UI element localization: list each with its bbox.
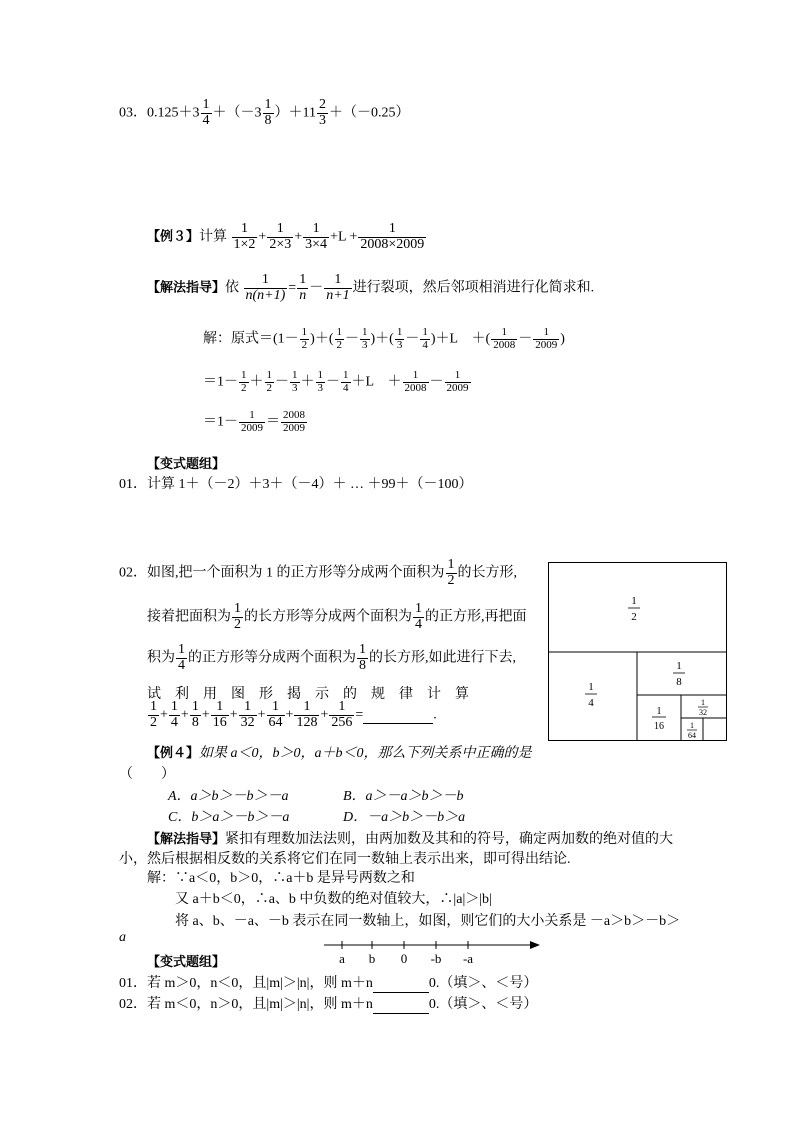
option-a[interactable]: A．a＞b＞－b＞－a bbox=[168, 789, 289, 804]
tick-label: -a bbox=[462, 951, 474, 966]
fraction: $\frac{1}{n(n+1)}$ bbox=[245, 272, 286, 303]
option-b[interactable]: B．a＞－a＞b＞－b bbox=[343, 789, 464, 804]
variation-group-title-2: 【变式题组】 bbox=[147, 955, 226, 970]
problem-03: 03．0.125＋3 $\frac{1}{4}$ ＋（－3 $\frac{1}{8}$ ）＋11 $\frac{2}{3}$ ＋（－0.25） bbox=[119, 97, 410, 128]
solution-4-line3: 将 a、b、－a、－b 表示在同一数轴上，如图，则它们的大小关系是 －a＞b＞－b＞ bbox=[175, 914, 681, 929]
example-4-paren: （ ） bbox=[119, 767, 175, 782]
solution-4-line2: 又 a＋b＜0，∴a、b 中负数的绝对值较大，∴|a|＞|b| bbox=[175, 892, 492, 907]
answer-blank[interactable] bbox=[373, 997, 429, 1014]
label-eighth-d: 8 bbox=[676, 676, 682, 688]
guide-4-line1: 【解法指导】紧扣有理数加法法则，由两加数及其和的符号，确定两加数的绝对值的大 bbox=[147, 832, 674, 847]
example-4: 【例４】如果 a＜0，b＞0，a＋b＜0，那么下列关系中正确的是 bbox=[147, 746, 532, 761]
example-3: 【例３】计算 $\frac{1}{1\times 2}$ + $\frac{1}{2\times 3}$ + $\frac{1}{3\times 4}$ +L + $\frac{1}{2008\times 2009}$ bbox=[147, 221, 425, 252]
tick-label: b bbox=[368, 951, 376, 966]
solution-4-line1: 解：∵a＜0，b＞0，∴a＋b 是异号两数之和 bbox=[147, 871, 415, 886]
fraction: $\frac{1}{1\times 2}$ bbox=[233, 221, 256, 252]
q02-line2: 接着把面积为 $\frac{1}{2}$ 的长方形等分成两个面积为 $\frac{1}{4}$ 的正方形,再把面 bbox=[147, 601, 527, 632]
option-d[interactable]: D．－a＞b＞－b＞a bbox=[343, 810, 466, 825]
label-quarter-d: 4 bbox=[588, 697, 594, 709]
label-half-n: 1 bbox=[631, 595, 637, 607]
arrow-icon bbox=[530, 941, 540, 949]
q02-line1: 02．如图,把一个面积为 1 的正方形等分成两个面积为 $\frac{1}{2}$ 的长方形, bbox=[119, 557, 517, 588]
label-half-d: 2 bbox=[631, 611, 637, 623]
variation-group-title: 【变式题组】 bbox=[147, 457, 226, 472]
guide-4-line2: 小，然后根据相反数的关系将它们在同一数轴上表示出来，即可得出结论. bbox=[119, 852, 571, 867]
label-sixtyfourth-d: 64 bbox=[688, 731, 696, 740]
guide-3: 【解法指导】依 $\frac{1}{n(n+1)}$ = $\frac{1}{n}$ － $\frac{1}{n+1}$ 进行裂项，然后邻项相消进行化简求和. bbox=[147, 272, 595, 303]
variation-q01: 01．计算 1＋（－2）＋3＋（－4）＋ … ＋99＋（－100） bbox=[119, 477, 473, 492]
solution-4-line4: a bbox=[119, 930, 126, 945]
fraction: $\frac{1}{n}$ bbox=[299, 272, 307, 303]
tick-label: 0 bbox=[400, 951, 408, 966]
answer-blank[interactable] bbox=[373, 976, 429, 993]
fraction: $\frac{2}{3}$ bbox=[318, 97, 326, 128]
solution-3-line3: ＝1－ $\frac{1}{2009}$ ＝ $\frac{2008}{2009}$ bbox=[203, 409, 305, 434]
solution-3-line2: ＝1－ $\frac{1}{2}$ ＋ $\frac{1}{2}$ － $\frac{1}{3}$ ＋ $\frac{1}{3}$ － $\frac{1}{4}$ ＋L ＋ $\frac{1}{2008}$ － $\frac{1}{2009}$ bbox=[203, 369, 469, 394]
q02-line4: 试 利 用 图 形 揭 示 的 规 律 计 算 bbox=[147, 687, 469, 702]
fraction: $\frac{1}{n+1}$ bbox=[326, 272, 350, 303]
tick-label: a bbox=[339, 951, 345, 966]
label-thirtysecond-n: 1 bbox=[701, 698, 705, 707]
label-eighth-n: 1 bbox=[676, 660, 682, 672]
label-sixtyfourth-n: 1 bbox=[690, 721, 694, 730]
label-quarter-n: 1 bbox=[588, 681, 594, 693]
q02-sum: $\frac{1}{2}$ + $\frac{1}{4}$ + $\frac{1}{8}$ + $\frac{1}{16}$ + $\frac{1}{32}$ + $\frac{1}{64}$ + $\frac{1}{128}$ + $\frac{1}{256}$ = . bbox=[150, 699, 437, 730]
fraction: $\frac{1}{2008\times 2009}$ bbox=[360, 221, 425, 252]
label-thirtysecond-d: 32 bbox=[699, 708, 707, 717]
label-sixteenth-n: 1 bbox=[656, 706, 662, 717]
fraction: $\frac{1}{4}$ bbox=[202, 97, 210, 128]
answer-blank[interactable] bbox=[363, 707, 433, 724]
tick-label: -b bbox=[430, 951, 442, 966]
fraction: $\frac{1}{8}$ bbox=[264, 97, 272, 128]
fraction: $\frac{1}{3\times 4}$ bbox=[305, 221, 328, 252]
square-division-figure bbox=[548, 562, 730, 744]
variation-2-q02: 02．若 m＜0，n＞0，且|m|＞|n|，则 m＋n 0.（填＞、＜号） bbox=[119, 997, 538, 1012]
label-sixteenth-d: 16 bbox=[654, 721, 664, 732]
variation-2-q01: 01．若 m＞0，n＜0，且|m|＞|n|，则 m＋n 0.（填＞、＜号） bbox=[119, 976, 538, 991]
number-line bbox=[322, 936, 542, 966]
solution-3-line1: 解：原式＝(1－ $\frac{1}{2}$ )＋( $\frac{1}{2}$ － $\frac{1}{3}$ )＋( $\frac{1}{3}$ － $\frac{1}{4}$ )＋L ＋( $\frac{1}{2008}$ － $\frac{1}{2009}$ ) bbox=[203, 326, 565, 351]
q02-line3: 积为 $\frac{1}{4}$ 的正方形等分成两个面积为 $\frac{1}{8}$ 的长方形,如此进行下去, bbox=[147, 642, 516, 673]
option-c[interactable]: C．b＞a＞－b＞－a bbox=[168, 810, 290, 825]
fraction: $\frac{1}{2\times 3}$ bbox=[269, 221, 292, 252]
